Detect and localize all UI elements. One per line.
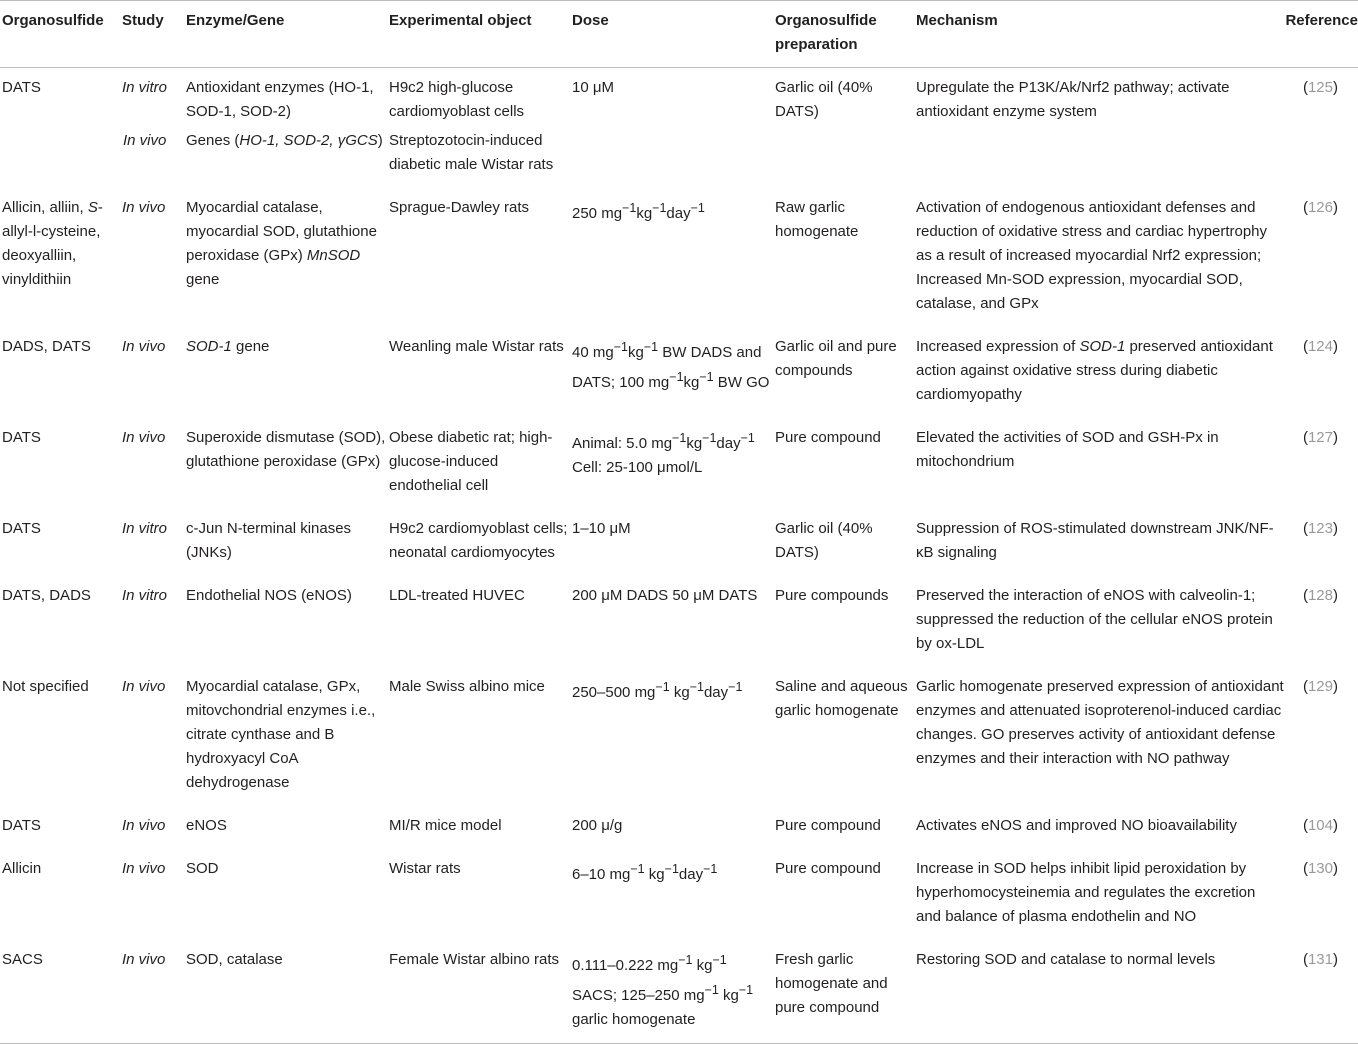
dose-text: kg — [669, 684, 690, 701]
dose-text: 6–10 mg — [572, 866, 631, 883]
table-row — [0, 509, 1358, 576]
dose-exponent: −1 — [669, 370, 684, 384]
cell-enzyme: eNOS — [186, 817, 227, 834]
cell-dose: 200 μ/g — [572, 817, 623, 834]
cell-dose: 200 μM DADS 50 μM DATS — [572, 587, 758, 604]
cell-reference[interactable]: (129) — [1302, 678, 1338, 695]
cell-enzyme: SOD — [186, 860, 219, 877]
cell-dose — [571, 188, 774, 327]
cell-enzyme: c-Jun N-terminal kinases (JNKs) — [186, 520, 352, 561]
dose-exponent: −1 — [740, 431, 755, 445]
cell-preparation: Fresh garlic homogenate and pure compound — [774, 940, 915, 1044]
cell-reference[interactable]: (123) — [1302, 520, 1338, 537]
cell-preparation: Garlic oil (40% DATS) — [775, 79, 873, 120]
cell-study: In vitro — [122, 587, 168, 604]
enzyme-text: Myocardial catalase, myocardial SOD, glutathione peroxidase (GPx) — [186, 199, 377, 264]
dose-exponent: −1 — [689, 680, 704, 694]
dose-text: kg — [627, 344, 644, 361]
dose-text: Cell: 25-100 μmol/L — [572, 459, 703, 476]
dose-text: kg — [636, 205, 653, 222]
cell-preparation: Pure compound — [775, 429, 881, 446]
cell-preparation: Saline and aqueous garlic homogenate — [775, 678, 908, 719]
header-study: Study — [121, 1, 185, 68]
cell-mechanism: Preserved the interaction of eNOS with calveolin-1; suppressed the reduction of the cellular eNOS protein by ox-LDL — [916, 587, 1273, 652]
table-row — [0, 576, 1358, 667]
dose-exponent: −1 — [704, 983, 719, 997]
dose-exponent: −1 — [652, 201, 667, 215]
cell-dose — [571, 667, 774, 806]
table-row — [0, 806, 1358, 849]
cell-preparation: Pure compound — [775, 817, 881, 834]
dose-exponent: −1 — [690, 201, 705, 215]
table-row — [0, 849, 1358, 940]
cell-organosulfide: DATS — [2, 817, 41, 834]
dose-text: kg — [686, 435, 703, 452]
cell-organosulfide: DADS, DATS — [2, 338, 91, 355]
cell-object: Sprague-Dawley rats — [389, 199, 530, 216]
cell-reference[interactable]: (104) — [1302, 817, 1338, 834]
table-row — [0, 418, 1358, 509]
header-experimental-object: Experimental object — [388, 1, 571, 68]
reference-link[interactable]: 125 — [1307, 79, 1333, 96]
dose-exponent: −1 — [678, 953, 693, 967]
gene-names: SOD-1 — [186, 338, 232, 355]
enzyme-text: ) — [377, 132, 383, 149]
cell-study: In vivo — [122, 860, 166, 877]
table-row — [0, 188, 1358, 327]
cell-organosulfide: DATS — [2, 79, 41, 96]
cell-enzyme: Superoxide dismutase (SOD), glutathione peroxidase (GPx) — [186, 429, 386, 470]
reference-link[interactable]: 127 — [1307, 429, 1333, 446]
cell-enzyme: SOD, catalase — [185, 940, 388, 1044]
cell-reference[interactable]: (130) — [1302, 860, 1338, 877]
cell-enzyme: Myocardial catalase, GPx, mitovchondrial enzymes i.e., citrate cynthase and B hydroxyacyl CoA dehydrogenase — [186, 678, 376, 791]
table-row — [0, 327, 1358, 418]
gene-names: HO-1, SOD-2, γGCS — [239, 132, 378, 149]
cell-object: Weanling male Wistar rats — [389, 338, 564, 355]
cell-enzyme — [185, 129, 388, 188]
header-reference: Reference — [1284, 1, 1358, 68]
table-row — [0, 940, 1358, 1044]
cell-object: Wistar rats — [389, 860, 461, 877]
dose-text: kg — [683, 374, 700, 391]
enzyme-text: gene — [231, 338, 270, 355]
mechanism-text: Increased expression of — [916, 338, 1080, 355]
dose-exponent: −1 — [664, 862, 679, 876]
cell-organosulfide: DATS, DADS — [2, 587, 91, 604]
cell-enzyme: Endothelial NOS (eNOS) — [186, 587, 352, 604]
cell-study: In vivo — [121, 940, 185, 1044]
header-mechanism: Mechanism — [915, 1, 1284, 68]
header-organosulfide: Organosulfide — [0, 1, 121, 68]
cell-object: Obese diabetic rat; high-glucose-induced endothelial cell — [389, 429, 553, 494]
reference-link[interactable]: 129 — [1307, 678, 1333, 695]
reference-link[interactable]: 131 — [1307, 951, 1333, 968]
header-enzyme-gene: Enzyme/Gene — [185, 1, 388, 68]
dose-text: kg — [644, 866, 665, 883]
reference-link[interactable]: 104 — [1307, 817, 1333, 834]
cell-mechanism: Garlic homogenate preserved expression of antioxidant enzymes and attenuated isoproterenol-induced cardiac changes. GO preserves activity of antioxidant defense enzymes and their interaction with NO pathway — [916, 678, 1284, 767]
cell-organosulfide: SACS — [0, 940, 121, 1044]
reference-link[interactable]: 130 — [1307, 860, 1333, 877]
dose-exponent: −1 — [622, 201, 637, 215]
dose-text: garlic homogenate — [572, 1011, 696, 1028]
header-dose: Dose — [571, 1, 774, 68]
table-row — [0, 667, 1358, 806]
cell-mechanism: Increase in SOD helps inhibit lipid peroxidation by hyperhomocysteinemia and regulates the excretion and balance of plasma endothelin and NO — [916, 860, 1256, 925]
dose-text: kg — [718, 987, 739, 1004]
reference-link[interactable]: 124 — [1307, 338, 1333, 355]
enzyme-text: Genes ( — [186, 132, 240, 149]
cell-reference[interactable]: (125) — [1302, 79, 1338, 96]
dose-exponent: −1 — [738, 983, 754, 997]
cell-organosulfide: DATS — [2, 520, 41, 537]
mechanism-text: preserved antioxidant action against oxidative stress during diabetic cardiomyopathy — [916, 338, 1273, 403]
dose-text: 40 mg — [572, 344, 614, 361]
cell-object: Female Wistar albino rats — [388, 940, 571, 1044]
cell-reference[interactable]: (126) — [1302, 199, 1338, 216]
cell-enzyme — [185, 188, 388, 327]
cell-preparation: Garlic oil and pure compounds — [775, 338, 897, 379]
dose-text: day — [716, 435, 741, 452]
cell-preparation: Pure compounds — [775, 587, 889, 604]
cell-reference[interactable]: (124) — [1302, 338, 1338, 355]
dose-exponent: −1 — [630, 862, 645, 876]
cell-study: In vivo — [122, 338, 166, 355]
organosulfide-italic: S — [87, 199, 98, 216]
cell-mechanism: Restoring SOD and catalase to normal levels — [915, 940, 1284, 1044]
organosulfide-text: -allyl-l-cysteine, deoxyalliin, vinyldithiin — [2, 199, 103, 288]
cell-organosulfide: Allicin — [2, 860, 42, 877]
cell-enzyme: Antioxidant enzymes (HO-1, SOD-1, SOD-2) — [186, 79, 374, 120]
reference-link[interactable]: 123 — [1307, 520, 1333, 537]
cell-organosulfide: Not specified — [2, 678, 89, 695]
cell-reference[interactable]: (128) — [1302, 587, 1338, 604]
enzyme-text: gene — [186, 271, 220, 288]
cell-organosulfide: DATS — [2, 429, 41, 446]
cell-organosulfide — [0, 188, 121, 327]
dose-text: 250 mg — [572, 205, 623, 222]
cell-preparation: Raw garlic homogenate — [775, 199, 859, 240]
cell-reference[interactable]: (131) — [1284, 940, 1358, 1044]
cell-study: In vivo — [122, 678, 166, 695]
cell-preparation: Pure compound — [775, 860, 881, 877]
dose-text: 250–500 mg — [572, 684, 656, 701]
dose-exponent: −1 — [655, 680, 670, 694]
cell-mechanism: Activation of endogenous antioxidant defenses and reduction of oxidative stress and cardiac hypertrophy as a result of increased myocardial Nrf2 expression; Increased Mn-SOD expression, myocardial SOD, catalase, and GPx — [916, 199, 1268, 312]
cell-dose — [571, 418, 774, 509]
cell-reference[interactable]: (127) — [1302, 429, 1338, 446]
gene-names: MnSOD — [306, 247, 361, 264]
cell-mechanism — [915, 327, 1284, 418]
dose-exponent: −1 — [728, 680, 743, 694]
cell-dose — [571, 849, 774, 940]
cell-dose — [571, 327, 774, 418]
cell-enzyme — [185, 327, 388, 418]
dose-exponent: −1 — [643, 340, 659, 354]
dose-text: BW GO — [713, 374, 770, 391]
cell-object: Streptozotocin-induced diabetic male Wistar rats — [389, 132, 554, 173]
dose-exponent: −1 — [703, 862, 718, 876]
reference-link[interactable]: 128 — [1307, 587, 1333, 604]
cell-mechanism: Activates eNOS and improved NO bioavailability — [916, 817, 1237, 834]
table-row — [0, 68, 1358, 130]
cell-mechanism: Elevated the activities of SOD and GSH-Px in mitochondrium — [916, 429, 1219, 470]
cell-dose — [571, 940, 774, 1044]
dose-exponent: −1 — [699, 370, 714, 384]
dose-text: kg — [692, 957, 713, 974]
cell-object: H9c2 high-glucose cardiomyoblast cells — [389, 79, 525, 120]
cell-study: In vivo — [122, 817, 166, 834]
dose-exponent: −1 — [613, 340, 628, 354]
dose-text: day — [703, 684, 729, 701]
gene-names: SOD-1 — [1079, 338, 1126, 355]
dose-text: 0.111–0.222 mg — [572, 957, 679, 974]
header-row — [0, 1, 1358, 68]
cell-study: In vivo — [123, 132, 167, 149]
dose-exponent: −1 — [712, 953, 727, 967]
cell-mechanism: Suppression of ROS-stimulated downstream JNK/NF-κB signaling — [916, 520, 1274, 561]
dose-text: BW DADS and DATS; 100 mg — [572, 344, 762, 391]
reference-link[interactable]: 126 — [1307, 199, 1333, 216]
dose-text: day — [678, 866, 704, 883]
cell-study: In vivo — [122, 199, 166, 216]
cell-study: In vitro — [122, 520, 168, 537]
dose-text: SACS; 125–250 mg — [572, 987, 705, 1004]
cell-object: LDL-treated HUVEC — [389, 587, 525, 604]
cell-dose: 10 μM — [572, 79, 614, 96]
dose-exponent: −1 — [702, 431, 717, 445]
cell-mechanism: Upregulate the P13K/Ak/Nrf2 pathway; activate antioxidant enzyme system — [916, 79, 1230, 120]
cell-preparation: Garlic oil (40% DATS) — [775, 520, 873, 561]
cell-object: H9c2 cardiomyoblast cells; neonatal cardiomyocytes — [389, 520, 568, 561]
dose-text: Animal: 5.0 mg — [572, 435, 673, 452]
cell-study: In vivo — [122, 429, 166, 446]
dose-text: day — [666, 205, 691, 222]
cell-object: MI/R mice model — [389, 817, 502, 834]
header-preparation: Organosulfide preparation — [774, 1, 915, 68]
organosulfide-text: Allicin, alliin, — [2, 199, 88, 216]
cell-study: In vitro — [122, 79, 168, 96]
cell-dose: 1–10 μM — [572, 520, 631, 537]
dose-exponent: −1 — [672, 431, 687, 445]
cell-object: Male Swiss albino mice — [389, 678, 545, 695]
